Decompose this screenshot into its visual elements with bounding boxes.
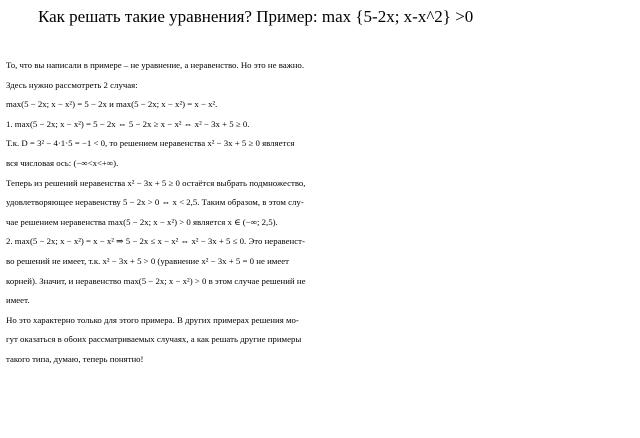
answer-line: Т.к. D = 3² − 4·1·5 = −1 < 0, то решением неравенства x² − 3x + 5 ≥ 0 является [6,138,295,149]
answer-line: удовлетворяющее неравенству 5 − 2x > 0 ⇔ x < 2,5. Таким образом, в этом слу- [6,197,304,208]
answer-line: То, что вы написали в примере – не уравнение, а неравенство. Но это не важно. [6,60,305,70]
answer-line: Но это характерно только для этого примера. В других примерах решения мо- [6,314,299,325]
answer-line: Теперь из решений неравенства x² − 3x + 5 ≥ 0 остаётся выбрать подмножество, [6,177,306,188]
answer-line: 2. max(5 − 2x; x − x²) = x − x² ⇒ 5 − 2x ≤ x − x² ⇔ x² − 3x + 5 ≤ 0. Это неравенст- [6,236,305,247]
answer-line: Здесь нужно рассмотреть 2 случая: [6,79,138,90]
answer-line: вся числовая ось: (−∞<x<+∞). [6,157,119,168]
answer-line: такого типа, думаю, теперь понятно! [6,353,144,364]
answer-line: чае решением неравенства max(5 − 2x; x − x²) > 0 является x ∈ (−∞; 2,5). [6,216,278,227]
answer-line: во решений не имеет, т.к. x² − 3x + 5 > 0 (уравнение x² − 3x + 5 = 0 не имеет [6,255,289,266]
answer-line: max(5 − 2x; x − x²) = 5 − 2x и max(5 − 2x; x − x²) = x − x². [6,99,218,110]
answer-line: 1. max(5 − 2x; x − x²) = 5 − 2x ⇔ 5 − 2x ≥ x − x² ⇔ x² − 3x + 5 ≥ 0. [6,118,250,129]
question-title: Как решать такие уравнения? Пример: max {5-2x; x-x^2} >0 [38,7,474,26]
answer-line: корней). Значит, и неравенство max(5 − 2x; x − x²) > 0 в этом случае решений не [6,275,306,286]
answer-line: имеет. [6,295,30,306]
answer-line: гут оказаться в обоих рассматриваемых случаях, а как решать другие примеры [6,334,302,345]
answer-body [6,56,636,370]
